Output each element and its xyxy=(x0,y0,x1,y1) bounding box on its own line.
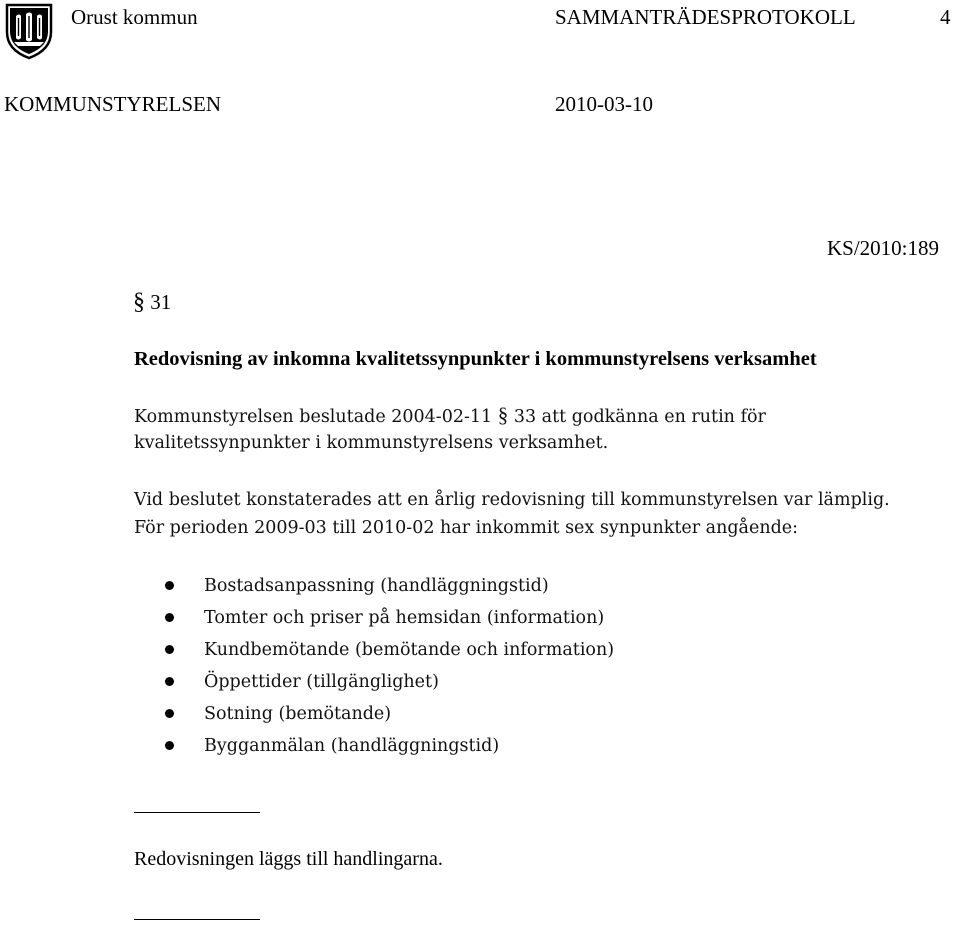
section-number: 31 xyxy=(150,290,172,314)
synpunkter-list xyxy=(162,570,614,762)
section-symbol: § xyxy=(133,289,145,315)
list-item-text: Bygganmälan (handläggningstid) xyxy=(204,736,500,756)
list-item xyxy=(162,666,614,698)
bullet-icon xyxy=(165,613,174,622)
list-item-text: Tomter och priser på hemsidan (information) xyxy=(204,608,605,628)
separator-rule-top xyxy=(134,812,260,813)
page-title: Redovisning av inkomna kvalitetssynpunkter i kommunstyrelsens verksamhet xyxy=(134,348,817,370)
paragraph-1-section-symbol: § xyxy=(497,403,509,427)
paragraph-1-line-2: kvalitetssynpunkter i kommunstyrelsens verksamhet. xyxy=(134,433,609,453)
bullet-icon xyxy=(165,709,174,718)
page-number: 4 xyxy=(940,5,951,29)
list-item xyxy=(162,570,614,602)
municipal-crest-icon xyxy=(4,2,54,60)
list-item xyxy=(162,730,614,762)
paragraph-1-text-end: 33 att godkänna en rutin för xyxy=(513,407,766,427)
paragraph-2-line-1: Vid beslutet konstaterades att en årlig redovisning till kommunstyrelsen var lämplig. xyxy=(134,490,890,510)
list-item-text: Öppettider (tillgänglighet) xyxy=(204,672,439,692)
bullet-icon xyxy=(165,741,174,750)
list-item-text: Bostadsanpassning (handläggningstid) xyxy=(204,576,549,596)
list-item-text: Kundbemötande (bemötande och information) xyxy=(204,640,615,660)
paragraph-2-line-2: För perioden 2009-03 till 2010-02 har inkommit sex synpunkter angående: xyxy=(134,518,799,538)
list-item-text: Sotning (bemötande) xyxy=(204,704,392,724)
document-type: SAMMANTRÄDESPROTOKOLL xyxy=(555,5,856,29)
bullet-icon xyxy=(165,677,174,686)
committee-name: KOMMUNSTYRELSEN xyxy=(4,92,222,116)
paragraph-1-text-start: Kommunstyrelsen beslutade 2004-02-11 xyxy=(134,407,493,427)
separator-rule-bottom xyxy=(134,919,260,920)
section-heading xyxy=(133,289,171,315)
bullet-icon xyxy=(165,645,174,654)
case-reference: KS/2010:189 xyxy=(827,236,940,260)
list-item xyxy=(162,698,614,730)
bullet-icon xyxy=(165,581,174,590)
decision-text: Redovisningen läggs till handlingarna. xyxy=(134,848,443,870)
list-item xyxy=(162,634,614,666)
municipality-name: Orust kommun xyxy=(71,5,198,29)
meeting-date: 2010-03-10 xyxy=(555,92,653,116)
list-item xyxy=(162,602,614,634)
paragraph-1-line-1 xyxy=(134,402,766,431)
